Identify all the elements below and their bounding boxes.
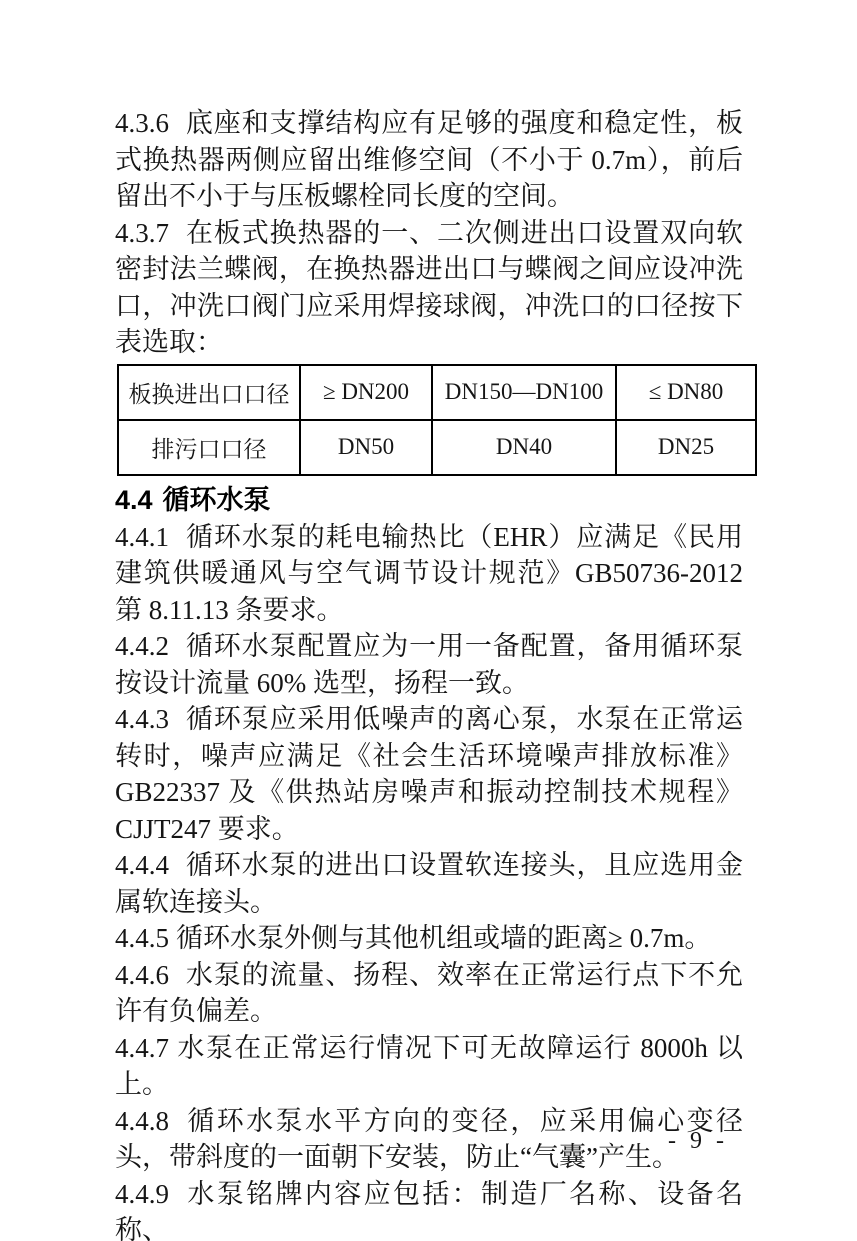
table-cell: 排污口口径 bbox=[118, 420, 300, 475]
clause-text: 循环水泵的耗电输热比（EHR）应满足《民用建筑供暖通风与空气调节设计规范》GB50736-2012 第 8.11.13 条要求。 bbox=[115, 521, 743, 625]
clause-number: 4.4.5 bbox=[115, 923, 169, 953]
clause-text: 水泵铭牌内容应包括：制造厂名称、设备名称、 bbox=[115, 1178, 743, 1241]
clause-text: 循环泵应采用低噪声的离心泵，水泵在正常运转时，噪声应满足《社会生活环境噪声排放标准》GB22337 及《供热站房噪声和振动控制技术规程》CJJT247 要求。 bbox=[115, 704, 743, 844]
document-content bbox=[115, 105, 743, 1241]
table-cell: ≤ DN80 bbox=[616, 365, 756, 420]
table-cell: ≥ DN200 bbox=[300, 365, 432, 420]
clause-number: 4.4.2 bbox=[115, 631, 169, 661]
clause-4-4-4 bbox=[115, 847, 743, 920]
clause-text: 在板式换热器的一、二次侧进出口设置双向软密封法兰蝶阀，在换热器进出口与蝶阀之间应设冲洗口，冲洗口阀门应采用焊接球阀，冲洗口的口径按下表选取： bbox=[115, 217, 743, 357]
clause-text: 循环水泵的进出口设置软连接头，且应选用金属软连接头。 bbox=[115, 850, 743, 917]
table-cell: DN150—DN100 bbox=[432, 365, 616, 420]
table-row bbox=[118, 420, 756, 475]
table-cell: DN25 bbox=[616, 420, 756, 475]
section-heading-4-4 bbox=[115, 482, 743, 519]
clause-number: 4.4.1 bbox=[115, 521, 169, 552]
clause-number: 4.3.6 bbox=[115, 108, 169, 138]
table-cell: DN40 bbox=[432, 420, 616, 475]
clause-number: 4.4.4 bbox=[115, 850, 169, 880]
clause-number: 4.4.6 bbox=[115, 959, 169, 990]
clause-4-4-1 bbox=[115, 519, 743, 629]
page-number: - 9 - bbox=[668, 1128, 728, 1154]
clause-text: 循环水泵外侧与其他机组或墙的距离≥ 0.7m。 bbox=[176, 923, 712, 953]
clause-4-3-6 bbox=[115, 105, 743, 215]
clause-4-4-3 bbox=[115, 701, 743, 847]
clause-4-4-2 bbox=[115, 628, 743, 701]
table-cell: DN50 bbox=[300, 420, 432, 475]
clause-4-4-9 bbox=[115, 1176, 743, 1241]
clause-text: 水泵在正常运行情况下可无故障运行 8000h 以上。 bbox=[115, 1032, 743, 1099]
clause-number: 4.4.3 bbox=[115, 704, 169, 734]
section-number: 4.4 bbox=[115, 484, 153, 515]
pipe-diameter-table bbox=[117, 364, 757, 476]
clause-4-4-7 bbox=[115, 1030, 743, 1103]
clause-text: 循环水泵配置应为一用一备配置，备用循环泵按设计流量 60% 选型，扬程一致。 bbox=[115, 631, 743, 698]
clause-number: 4.4.9 bbox=[115, 1178, 169, 1209]
clause-4-4-6 bbox=[115, 957, 743, 1030]
clause-text: 循环水泵水平方向的变径，应采用偏心变径头，带斜度的一面朝下安装，防止“气囊”产生。 bbox=[115, 1105, 743, 1172]
clause-number: 4.3.7 bbox=[115, 217, 169, 248]
table-cell: 板换进出口口径 bbox=[118, 365, 300, 420]
clause-4-3-7 bbox=[115, 215, 743, 361]
clause-number: 4.4.7 bbox=[115, 1032, 169, 1063]
clause-text: 水泵的流量、扬程、效率在正常运行点下不允许有负偏差。 bbox=[115, 959, 743, 1026]
clause-4-4-5 bbox=[115, 920, 743, 957]
clause-number: 4.4.8 bbox=[115, 1105, 169, 1136]
clause-text: 底座和支撑结构应有足够的强度和稳定性，板式换热器两侧应留出维修空间（不小于 0.7m），前后留出不小于与压板螺栓同长度的空间。 bbox=[115, 108, 743, 211]
section-title: 循环水泵 bbox=[162, 484, 271, 515]
clause-4-4-8 bbox=[115, 1103, 743, 1176]
table-row bbox=[118, 365, 756, 420]
